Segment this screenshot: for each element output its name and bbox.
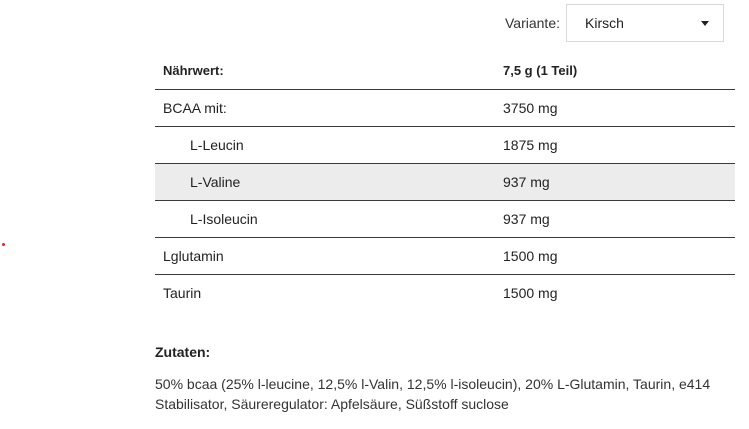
ingredients-title: Zutaten: [155,344,211,360]
row-name: Taurin [163,284,202,301]
ingredients-line: Stabilisator, Säureregulator: Apfelsäure, Süßstoff suclose [155,396,509,412]
row-value: 937 mg [503,163,735,200]
ingredients-line: 50% bcaa (25% l-leucine, 12,5% l-Valin, 12,5% l-isoleucin), 20% L-Glutamin, Taurin, e414 [155,376,711,392]
ingredients-text [155,374,745,414]
row-value: 3750 mg [503,89,735,126]
table-row [155,274,735,311]
row-value: 1875 mg [503,126,735,163]
row-name: L-Isoleucin [155,200,503,237]
header-value: 7,5 g (1 Teil) [503,52,735,89]
variant-selected-value: Kirsch [585,15,624,31]
table-header-row [155,52,735,89]
row-name: Lglutamin [155,237,503,274]
row-value: 1500 mg [503,284,558,301]
variant-dropdown[interactable] [566,4,724,42]
row-name: L-Leucin [155,126,503,163]
chevron-down-icon [701,21,709,26]
red-marker-dot [2,243,5,246]
row-name: BCAA mit: [155,89,503,126]
table-row [155,163,735,200]
variant-selector [505,3,724,43]
table-row [155,200,735,237]
row-value: 1500 mg [503,237,735,274]
row-value: 937 mg [503,200,735,237]
variant-label: Variante: [505,15,560,31]
row-name: L-Valine [155,163,503,200]
nutrition-table [155,52,735,311]
table-row [155,126,735,163]
table-row [155,89,735,126]
header-name: Nährwert: [155,52,503,89]
table-row [155,237,735,274]
